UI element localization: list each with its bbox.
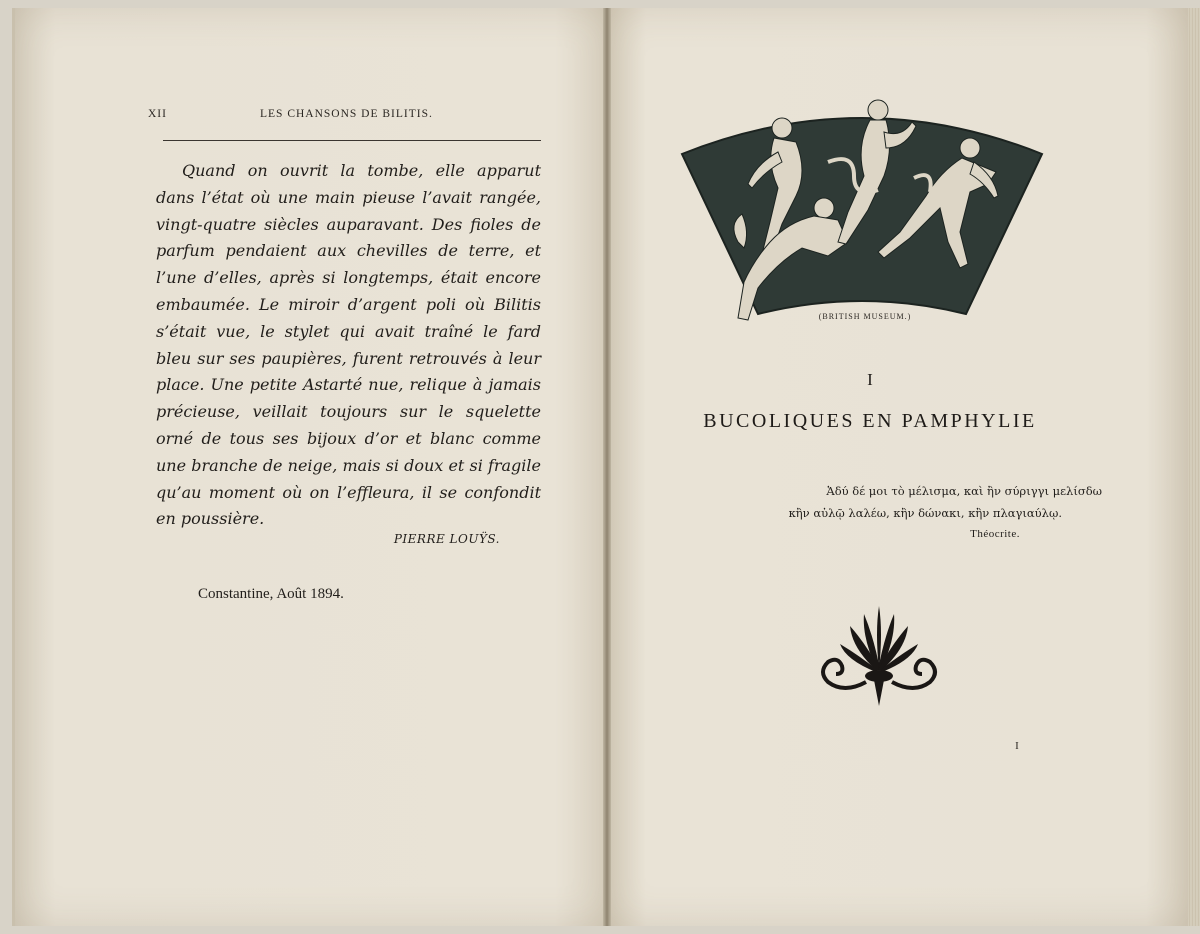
greek-epigraph [740,480,1102,524]
header-rule [163,140,541,141]
running-head [148,108,544,120]
page-edges [1188,8,1200,926]
palmette-ornament-icon [814,602,944,712]
folio: I [1015,740,1019,752]
section-number: I [867,370,873,389]
running-head-title: LES CHANSONS DE BILITIS. [260,108,433,120]
section-title: BUCOLIQUES EN PAMPHYLIE [703,410,1037,432]
book-gutter [603,8,611,926]
body-paragraph: Quand on ouvrit la tombe, elle apparut dans l’état où une main pieuse l’avait rangée, vingt-quatre siècles auparavant. Des fioles de parfum pendaient aux chevilles de terre, et l’une d’elles, après si longtemps, était encore embaumée. Le miroir d’argent poli où Bilitis s’était vue, le stylet qui avait traîné le fard bleu sur ses paupières, furent retrouvés à leur place. Une petite Astarté nue, relique à jamais précieuse, veillait toujours sur le squelette orné de tous ses bijoux d’or et blanc comme une branche de neige, mais si doux et si fragile qu’au moment où on l’effleura, il se confondit en poussière. [156,161,541,529]
body-text [156,158,541,533]
illustration-caption: (BRITISH MUSEUM.) [818,312,912,321]
epigraph-line: Ἁδύ δέ μοι τὸ μέλισμα, καὶ ἢν σύριγγι μελίσδω [826,484,1102,498]
epigraph-author: Théocrite. [970,528,1020,540]
dateline: Constantine, Août 1894. [198,586,344,602]
greek-vase-satyrs-illustration [678,92,1046,330]
author-signature: PIERRE LOUŸS. [393,532,500,546]
epigraph-line: κἢν αὐλῷ λαλέω, κἢν δώνακι, κἢν πλαγιαύλῳ. [788,506,1062,520]
page-number: XII [148,108,167,120]
